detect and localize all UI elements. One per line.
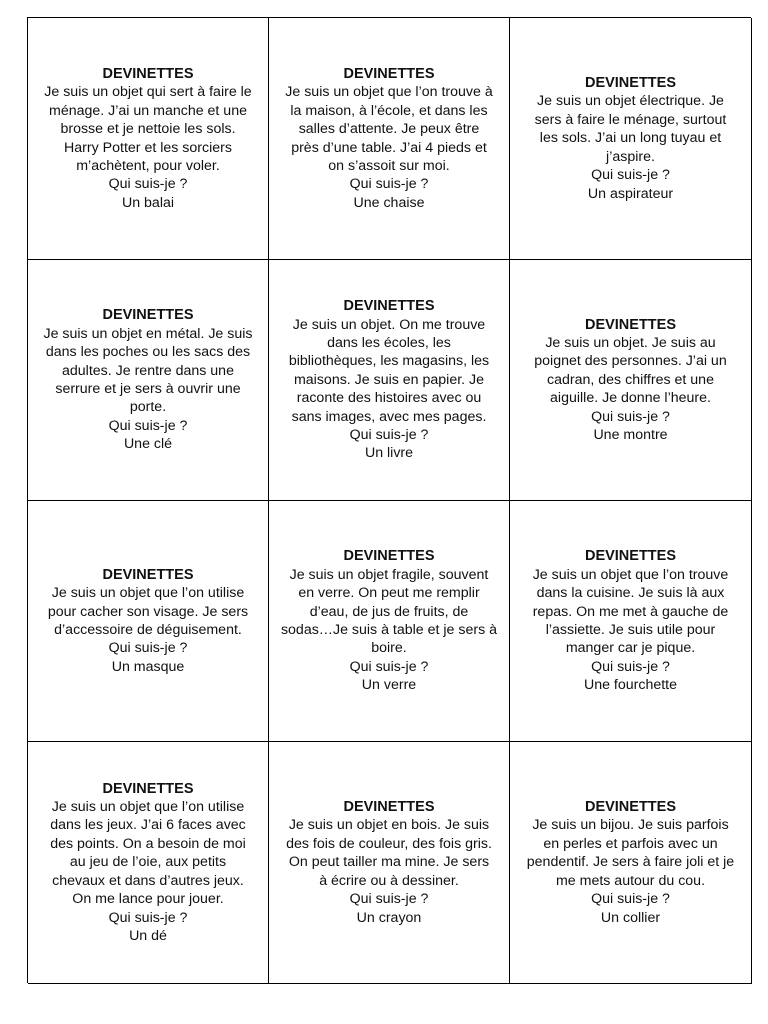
riddle-clue-line: j’aspire. <box>606 148 655 165</box>
riddle-answer: Un aspirateur <box>587 185 674 202</box>
riddle-answer: Un dé <box>129 927 167 944</box>
riddle-card-content <box>33 780 263 946</box>
riddle-answer: Une montre <box>593 427 668 444</box>
riddle-clue-line: Je suis un objet fragile, souvent <box>289 566 489 583</box>
riddle-card <box>28 742 269 984</box>
riddle-answer: Une fourchette <box>583 677 678 694</box>
riddle-answer: Une clé <box>123 436 173 453</box>
riddle-clue-line: Je suis un objet que l’on trouve à <box>285 84 493 101</box>
riddle-card-content <box>274 297 504 463</box>
riddle-clue-line: d’accessoire de déguisement. <box>54 622 242 638</box>
riddle-clue-line: cadran, des chiffres et une <box>547 371 714 388</box>
riddle-clue-line: m’achètent, pour voler. <box>76 157 220 174</box>
riddle-question: Qui suis-je ? <box>349 427 429 444</box>
riddle-title: DEVINETTES <box>584 75 677 92</box>
riddle-question: Qui suis-je ? <box>591 891 670 908</box>
riddle-answer: Un balai <box>121 194 175 211</box>
riddle-clue-line: pendentif. Je sers à faire joli et je <box>526 854 735 871</box>
riddle-clue-line: On me lance pour jouer. <box>72 891 224 908</box>
riddle-card <box>510 260 752 501</box>
riddle-answer: Un livre <box>364 445 414 462</box>
riddle-clue-line: manger car je pique. <box>565 640 696 657</box>
riddle-title: DEVINETTES <box>102 307 194 324</box>
riddle-clue-line: la maison, à l’école, et dans les <box>290 102 488 119</box>
riddle-card-grid <box>27 17 751 983</box>
riddle-answer: Un masque <box>111 658 185 675</box>
riddle-card <box>28 18 269 260</box>
riddle-answer: Un collier <box>600 909 661 926</box>
riddle-clue-line: salles d’attente. Je peux être <box>298 121 480 138</box>
riddle-answer: Une chaise <box>353 194 425 211</box>
riddle-clue-line: sans images, avec mes pages. <box>291 408 487 425</box>
riddle-question: Qui suis-je ? <box>349 658 429 675</box>
riddle-title: DEVINETTES <box>584 548 677 565</box>
riddle-card <box>269 260 510 501</box>
riddle-question: Qui suis-je ? <box>591 658 670 675</box>
riddle-clue-line: brosse et je nettoie les sols. <box>60 121 236 138</box>
riddle-clue-line: bibliothèques, les magasins, les <box>288 353 490 370</box>
riddle-clue-line: d’eau, de jus de fruits, de <box>309 603 469 620</box>
riddle-answer: Un verre <box>361 677 417 694</box>
riddle-clue-line: l’assiette. Je suis utile pour <box>545 622 716 638</box>
riddle-clue-line: dans les poches ou les sacs des <box>45 344 251 361</box>
riddle-clue-line: adultes. Je rentre dans une <box>62 362 234 379</box>
riddle-clue-line: Je suis un objet que l’on utilise <box>51 585 245 602</box>
riddle-question: Qui suis-je ? <box>108 176 188 193</box>
riddle-card <box>269 742 510 984</box>
riddle-card-content <box>274 65 504 212</box>
riddle-clue-line: Je suis un objet. Je suis au <box>545 334 716 351</box>
riddle-question: Qui suis-je ? <box>108 417 188 434</box>
riddle-clue-line: On peut tailler ma mine. Je sers <box>288 854 490 871</box>
riddle-clue-line: raconte des histoires avec ou <box>296 390 482 407</box>
riddle-clue-line: Je suis un objet qui sert à faire le <box>44 84 252 101</box>
riddle-card-content <box>515 547 746 694</box>
riddle-clue-line: Je suis un objet électrique. Je <box>537 93 724 110</box>
riddle-title: DEVINETTES <box>343 799 435 816</box>
riddle-title: DEVINETTES <box>102 780 194 797</box>
riddle-clue-line: Je suis un objet. On me trouve <box>292 316 486 333</box>
riddle-title: DEVINETTES <box>584 799 677 816</box>
riddle-card <box>28 260 269 501</box>
riddle-card-content <box>33 306 263 453</box>
riddle-clue-line: dans les écoles, les <box>327 334 451 351</box>
riddle-clue-line: Je suis un bijou. Je suis parfois <box>532 817 729 834</box>
riddle-clue-line: sodas…Je suis à table et je sers à <box>280 622 498 638</box>
riddle-clue-line: Je suis un objet en bois. Je suis <box>288 817 490 834</box>
riddle-clue-line: Je suis un objet que l’on trouve <box>532 566 729 583</box>
riddle-title: DEVINETTES <box>102 65 194 82</box>
riddle-clue-line: au jeu de l’oie, aux petits <box>69 854 227 871</box>
riddle-clue-line: des points. On a besoin de moi <box>50 835 246 852</box>
riddle-clue-line: à écrire ou à dessiner. <box>319 872 459 889</box>
riddle-card <box>28 501 269 742</box>
riddle-card <box>269 501 510 742</box>
riddle-card-content <box>515 74 746 203</box>
riddle-clue-line: près d’une table. J’ai 4 pieds et <box>291 139 487 156</box>
riddle-clue-line: ménage. J’ai un manche et une <box>49 102 247 119</box>
riddle-answer: Un crayon <box>356 909 422 926</box>
riddle-card <box>510 501 752 742</box>
riddle-title: DEVINETTES <box>343 548 435 565</box>
riddle-card-content <box>33 566 263 676</box>
riddle-card-content <box>515 798 746 927</box>
riddle-title: DEVINETTES <box>102 566 194 583</box>
riddle-clue-line: en verre. On peut me remplir <box>298 585 480 602</box>
riddle-title: DEVINETTES <box>343 65 435 82</box>
riddle-card-content <box>515 316 746 445</box>
riddle-card-content <box>274 547 504 694</box>
riddle-card <box>269 18 510 260</box>
riddle-clue-line: boire. <box>371 640 407 657</box>
riddle-clue-line: Je suis un objet en métal. Je suis <box>43 325 253 342</box>
riddle-clue-line: maisons. Je suis en papier. Je <box>293 371 485 388</box>
riddle-question: Qui suis-je ? <box>591 408 670 425</box>
riddle-question: Qui suis-je ? <box>591 167 670 184</box>
riddle-clue-line: chevaux et dans d’autres jeux. <box>52 872 244 889</box>
riddle-clue-line: poignet des personnes. J’ai un <box>534 353 727 370</box>
riddle-clue-line: dans les jeux. J’ai 6 faces avec <box>50 817 246 834</box>
riddle-title: DEVINETTES <box>343 298 435 315</box>
riddle-clue-line: aiguille. Je donne l’heure. <box>550 390 711 407</box>
riddle-clue-line: sers à faire le ménage, surtout <box>534 111 727 128</box>
riddle-title: DEVINETTES <box>584 316 677 333</box>
riddle-clue-line: porte. <box>129 399 167 416</box>
riddle-question: Qui suis-je ? <box>349 176 429 193</box>
riddle-clue-line: me mets autour du cou. <box>555 872 706 889</box>
riddle-clue-line: repas. On me met à gauche de <box>532 603 729 620</box>
riddle-card <box>510 742 752 984</box>
riddle-clue-line: serrure et je sers à ouvrir une <box>55 381 241 397</box>
riddle-card-content <box>274 798 504 927</box>
riddle-clue-line: en perles et parfois avec un <box>543 835 718 852</box>
riddle-question: Qui suis-je ? <box>349 891 429 908</box>
riddle-clue-line: Harry Potter et les sorciers <box>64 139 232 156</box>
riddle-clue-line: les sols. J’ai un long tuyau et <box>539 130 722 147</box>
riddle-card <box>510 18 752 260</box>
riddle-clue-line: Je suis un objet que l’on utilise <box>51 799 245 816</box>
riddle-clue-line: on s’assoit sur moi. <box>328 157 450 174</box>
riddle-clue-line: dans la cuisine. Je suis là aux <box>536 585 725 602</box>
riddle-clue-line: pour cacher son visage. Je sers <box>47 603 249 620</box>
riddle-question: Qui suis-je ? <box>108 640 188 657</box>
riddle-clue-line: des fois de couleur, des fois gris. <box>286 835 492 852</box>
riddle-card-content <box>33 65 263 212</box>
riddle-question: Qui suis-je ? <box>108 909 188 926</box>
